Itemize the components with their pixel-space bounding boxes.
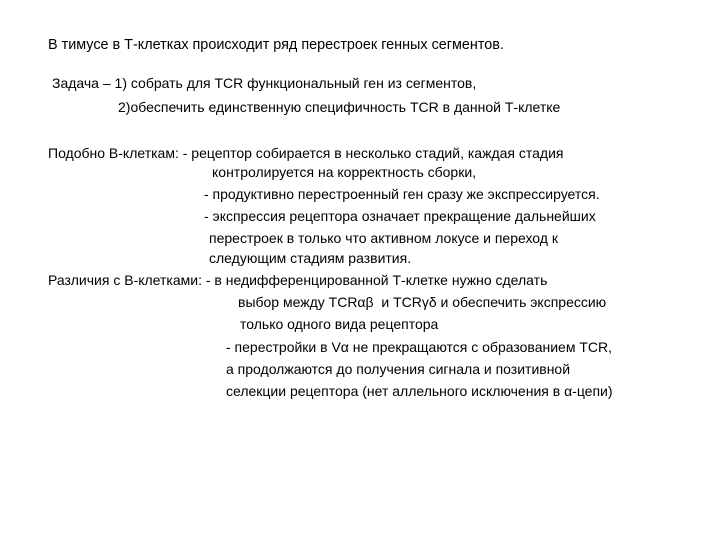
similarity-line: следующим стадиям развития. <box>209 250 412 266</box>
similarity-line: перестроек в только что активном локусе и переход к <box>209 230 558 246</box>
difference-line: селекции рецептора (нет аллельного исключения в α-цепи) <box>226 383 613 399</box>
difference-line: а продолжаются до получения сигнала и позитивной <box>226 361 571 377</box>
difference-line: - перестройки в Vα не прекращаются с образованием TCR, <box>226 339 612 355</box>
difference-line: Различия с В-клетками: - в недифференцированной Т-клетке нужно сделать <box>48 272 548 288</box>
similarity-line: - продуктивно перестроенный ген сразу же экспрессируется. <box>204 186 600 202</box>
similarity-line: контролируется на корректность сборки, <box>212 164 477 180</box>
difference-line: только одного вида рецептора <box>240 316 439 332</box>
similarity-line: Подобно В-клеткам: - рецептор собирается в несколько стадий, каждая стадия <box>48 145 564 161</box>
task-line: 2)обеспечить единственную специфичность TCR в данной Т-клетке <box>118 99 561 115</box>
task-line: Задача – 1) собрать для TCR функциональный ген из сегментов, <box>52 75 477 91</box>
intro-text: В тимусе в Т-клетках происходит ряд перестроек генных сегментов. <box>48 37 504 53</box>
difference-line: выбор между TCRαβ и TCRγδ и обеспечить экспрессию <box>238 294 607 310</box>
similarity-line: - экспрессия рецептора означает прекращение дальнейших <box>204 208 596 224</box>
